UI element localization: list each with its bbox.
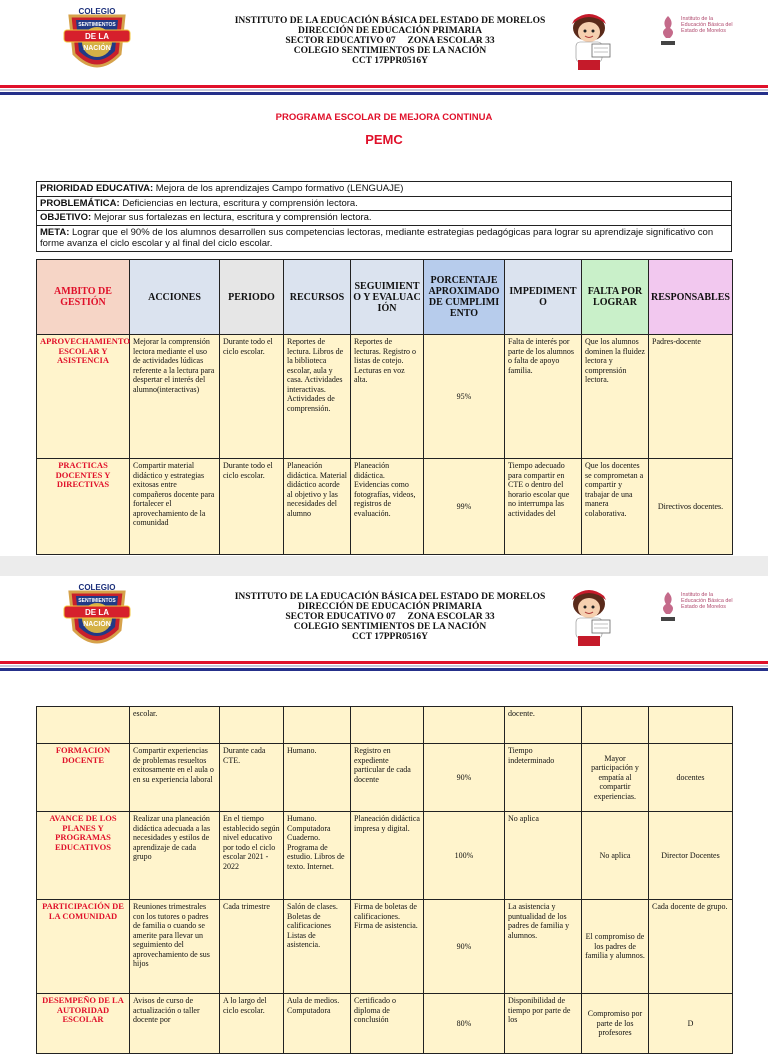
svg-text:DE LA: DE LA [85, 32, 109, 41]
header-line: COLEGIO SENTIMIENTOS DE LA NACIÓN [293, 622, 487, 632]
col-periodo: PERIODO [220, 260, 284, 335]
cell-porcentaje: 90% [424, 744, 505, 812]
cell-acciones: Mejorar la comprensión lectora mediante el uso de actividades lúdicas referente a la lectura para despertar el interés del alumno(interactivas) [130, 335, 220, 459]
header-line: CCT 17PPR0516Y [351, 632, 429, 642]
cell-seguimiento: Reportes de lecturas. Registro o listas de cotejo. Lecturas en voz alta. [351, 335, 424, 459]
svg-text:NACIÓN: NACIÓN [83, 45, 111, 52]
cell-seguimiento: Planeación didáctica impresa y digital. [351, 812, 424, 900]
table-row [37, 459, 733, 555]
cell-impedimento: Tiempo indeterminado [505, 744, 582, 812]
cell-recursos: Humano. Computadora Cuaderno. Programa de estudio. Libros de texto. Internet. [284, 812, 351, 900]
header-line: INSTITUTO DE LA EDUCACIÓN BÁSICA DEL ESTADO DE MORELOS [234, 16, 546, 26]
problematica-row [37, 196, 732, 211]
cell-ambito: AVANCE DE LOS PLANES Y PROGRAMAS EDUCATIVOS [37, 812, 130, 900]
cell-responsables: Cada docente de grupo. [649, 900, 733, 994]
cell-recursos: Humano. [284, 744, 351, 812]
svg-text:COLEGIO: COLEGIO [78, 583, 116, 592]
cell-ambito: APROVECHAMIENTO ESCOLAR Y ASISTENCIA [37, 335, 130, 459]
cell-responsables [649, 707, 733, 744]
cell-falta: Que los docentes se comprometan a compartir y trabajar de una manera colaborativa. [582, 459, 649, 555]
institute-logo-line: Educación Básica del [681, 22, 733, 29]
col-porcentaje: PORCENTAJE APROXIMADO DE CUMPLIMIENTO [424, 260, 505, 335]
institute-logo-line: Instituto de la [681, 16, 714, 22]
cell-porcentaje: 100% [424, 812, 505, 900]
institute-emblem-icon [658, 590, 678, 626]
cell-periodo [220, 707, 284, 744]
problematica-label: PROBLEMÁTICA: [40, 197, 120, 209]
institution-header [200, 16, 580, 66]
cell-recursos: Salón de clases. Boletas de calificaciones Listas de asistencia. [284, 900, 351, 994]
cell-periodo: Cada trimestre [220, 900, 284, 994]
document-subtitle: PEMC [365, 132, 403, 147]
cell-ambito: PARTICIPACIÓN DE LA COMUNIDAD [37, 900, 130, 994]
student-mascot-illustration [560, 584, 618, 648]
table-row [37, 707, 733, 744]
school-logo [60, 582, 134, 654]
info-table [36, 181, 732, 252]
cell-seguimiento: Certificado o diploma de conclusión [351, 994, 424, 1054]
table-body [37, 335, 733, 555]
table-row [37, 900, 733, 994]
institute-logo-line: Instituto de la [681, 592, 714, 598]
svg-text:DE LA: DE LA [85, 608, 109, 617]
cell-recursos: Planeación didáctica. Material didáctico acorde al objetivo y las necesidades del alumno [284, 459, 351, 555]
cell-impedimento: No aplica [505, 812, 582, 900]
cell-porcentaje: 90% [424, 900, 505, 994]
cell-periodo: Durante todo el ciclo escolar. [220, 335, 284, 459]
cell-impedimento: Disponibilidad de tiempo por parte de los [505, 994, 582, 1054]
cell-acciones: Reuniones trimestrales con los tutores o padres de familia o cuando se amerite para llevar un seguimiento del aprovechamiento de sus hijos [130, 900, 220, 994]
cell-impedimento: La asistencia y puntualidad de los padres de familia y alumnos. [505, 900, 582, 994]
cell-ambito: FORMACION DOCENTE [37, 744, 130, 812]
meta-value: Lograr que el 90% de los alumnos desarrollen sus competencias lectoras, mediante estrategias pedagógicas para lograr su aprendizaje significativo con forme avanza el ciclo escolar y al final del ciclo escolar. [40, 226, 714, 249]
svg-text:COLEGIO: COLEGIO [78, 7, 116, 16]
table-body [37, 707, 733, 1054]
cell-falta: Que los alumnos dominen la fluidez lectora y comprensión lectora. [582, 335, 649, 459]
col-responsables: RESPONSABLES [649, 260, 733, 335]
prioridad-value: Mejora de los aprendizajes Campo formativo (LENGUAJE) [153, 183, 404, 194]
table-row [37, 812, 733, 900]
cell-seguimiento: Firma de boletas de calificaciones. Firma de asistencia. [351, 900, 424, 994]
pemc-table [36, 259, 733, 555]
prioridad-label: PRIORIDAD EDUCATIVA: [40, 183, 154, 194]
cell-ambito: PRACTICAS DOCENTES Y DIRECTIVAS [37, 459, 130, 555]
cell-falta [582, 707, 649, 744]
table-row [37, 744, 733, 812]
institute-logo [658, 14, 748, 54]
header-stripe [0, 668, 768, 671]
cell-ambito: DESEMPEÑO DE LA AUTORIDAD ESCOLAR [37, 994, 130, 1054]
cell-porcentaje: 95% [424, 335, 505, 459]
header-line: CCT 17PPR0516Y [351, 56, 429, 66]
objetivo-value: Mejorar sus fortalezas en lectura, escritura y comprensión lectora. [91, 212, 372, 223]
cell-periodo: En el tiempo establecido según nivel educativo por todo el ciclo escolar 2021 - 2022 [220, 812, 284, 900]
cell-porcentaje: 99% [424, 459, 505, 555]
cell-seguimiento: Registro en expediente particular de cada docente [351, 744, 424, 812]
institute-logo-line: Estado de Morelos [681, 28, 726, 35]
institute-logo-line: Estado de Morelos [681, 604, 726, 611]
cell-impedimento: docente. [505, 707, 582, 744]
meta-label: META: [40, 226, 70, 238]
cell-acciones: Compartir experiencias de problemas resueltos exitosamente en el aula o en su experiencia laboral [130, 744, 220, 812]
header-stripe [0, 661, 768, 664]
col-recursos: RECURSOS [284, 260, 351, 335]
cell-impedimento: Falta de interés por parte de los alumnos o falta de apoyo familia. [505, 335, 582, 459]
cell-falta: No aplica [582, 812, 649, 900]
cell-impedimento: Tiempo adecuado para compartir en CTE o dentro del horario escolar que no interrumpa las actividades del [505, 459, 582, 555]
svg-text:NACIÓN: NACIÓN [83, 621, 111, 628]
objetivo-row [37, 211, 732, 226]
col-ambito: AMBITO DE GESTIÓN [37, 260, 130, 335]
header-line: DIRECCIÓN DE EDUCACIÓN PRIMARIA [298, 26, 482, 36]
cell-porcentaje [424, 707, 505, 744]
institution-header [200, 592, 580, 642]
pemc-table-continued [36, 706, 733, 1054]
prioridad-row [37, 182, 732, 197]
col-seguimiento: SEGUIMIENTO Y EVALUACIÓN [351, 260, 424, 335]
cell-acciones: Realizar una planeación didáctica adecuada a las necesidades y estilos de aprendizaje de cada grupo [130, 812, 220, 900]
cell-responsables: Padres-docente [649, 335, 733, 459]
cell-acciones: Compartir material didáctico y estrategias exitosas entre compañeros docente para fortalecer el aprovechamiento de la comunidad [130, 459, 220, 555]
header-line: SECTOR EDUCATIVO 07 ZONA ESCOLAR 33 [285, 36, 495, 46]
problematica-value: Deficiencias en lectura, escritura y comprensión lectora. [119, 197, 358, 209]
header-line: INSTITUTO DE LA EDUCACIÓN BÁSICA DEL ESTADO DE MORELOS [234, 592, 546, 602]
table-row [37, 994, 733, 1054]
cell-periodo: A lo largo del ciclo escolar. [220, 994, 284, 1054]
cell-responsables: Director Docentes [649, 812, 733, 900]
document-title: PROGRAMA ESCOLAR DE MEJORA CONTINUA [275, 112, 493, 123]
header-line: COLEGIO SENTIMIENTOS DE LA NACIÓN [293, 46, 487, 56]
institute-logo [658, 590, 748, 630]
cell-responsables: Directivos docentes. [649, 459, 733, 555]
header-stripe [0, 89, 768, 91]
svg-text:SENTIMIENTOS: SENTIMIENTOS [78, 598, 116, 604]
cell-seguimiento [351, 707, 424, 744]
cell-falta: Mayor participación y empatía al compartir experiencias. [582, 744, 649, 812]
cell-recursos: Aula de medios. Computadora [284, 994, 351, 1054]
header-stripe [0, 665, 768, 667]
cell-porcentaje: 80% [424, 994, 505, 1054]
cell-acciones: Avisos de curso de actualización o taller docente por [130, 994, 220, 1054]
cell-periodo: Durante todo el ciclo escolar. [220, 459, 284, 555]
meta-row [37, 225, 732, 251]
cell-falta: El compromiso de los padres de familia y alumnos. [582, 900, 649, 994]
cell-periodo: Durante cada CTE. [220, 744, 284, 812]
svg-text:SENTIMIENTOS: SENTIMIENTOS [78, 22, 116, 28]
document-page-2 [0, 576, 768, 1038]
header-stripe [0, 92, 768, 95]
header-stripe [0, 85, 768, 88]
table-header-row [37, 260, 733, 335]
col-impedimento: IMPEDIMENTO [505, 260, 582, 335]
cell-recursos [284, 707, 351, 744]
cell-responsables: D [649, 994, 733, 1054]
col-acciones: ACCIONES [130, 260, 220, 335]
table-row [37, 335, 733, 459]
cell-ambito [37, 707, 130, 744]
col-falta: FALTA POR LOGRAR [582, 260, 649, 335]
cell-falta: Compromiso por parte de los profesores [582, 994, 649, 1054]
institute-emblem-icon [658, 14, 678, 50]
cell-seguimiento: Planeación didáctica. Evidencias como fotografías, videos, registros de evaluación. [351, 459, 424, 555]
cell-recursos: Reportes de lectura. Libros de la biblioteca escolar, aula y casa. Actividades interactivas. Actividades de comprensión. [284, 335, 351, 459]
student-mascot-illustration [560, 8, 618, 72]
header-line: DIRECCIÓN DE EDUCACIÓN PRIMARIA [298, 602, 482, 612]
institute-logo-line: Educación Básica del [681, 598, 733, 605]
objetivo-label: OBJETIVO: [40, 212, 92, 223]
school-logo [60, 6, 134, 78]
cell-responsables: docentes [649, 744, 733, 812]
cell-acciones: escolar. [130, 707, 220, 744]
header-line: SECTOR EDUCATIVO 07 ZONA ESCOLAR 33 [285, 612, 495, 622]
